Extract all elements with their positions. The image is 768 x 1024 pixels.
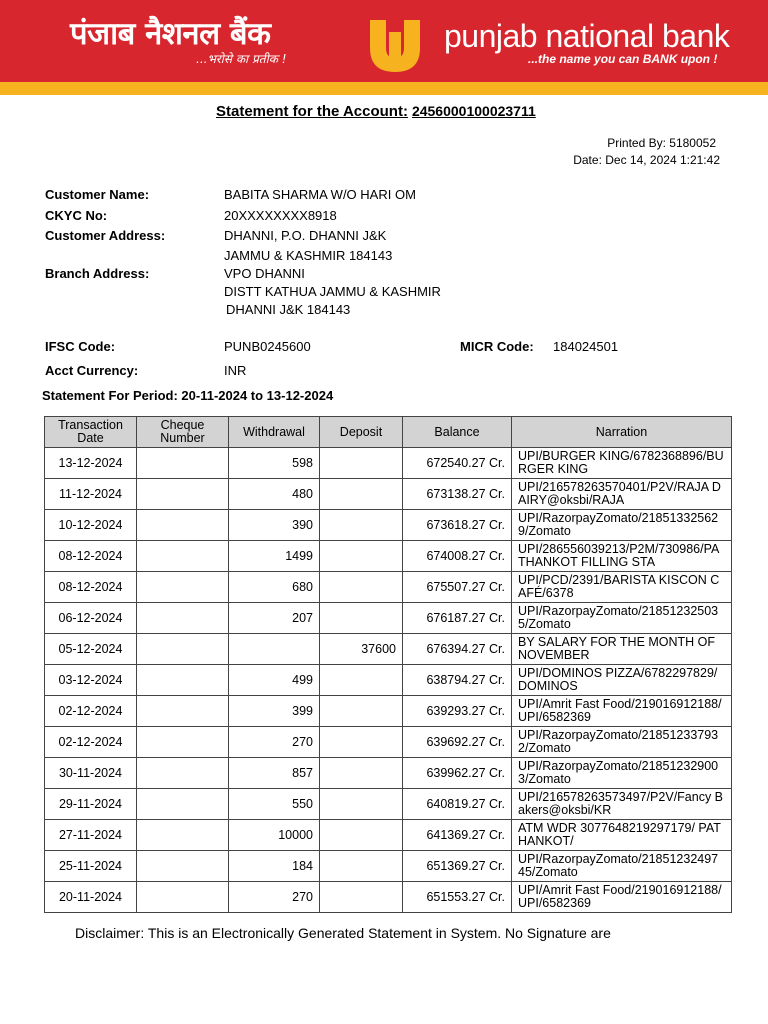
printed-date: Date: Dec 14, 2024 1:21:42 bbox=[573, 153, 720, 167]
cell-deposit bbox=[320, 820, 403, 851]
table-row bbox=[45, 479, 732, 510]
bank-name-english: punjab national bank bbox=[444, 18, 730, 54]
cell-narration: UPI/RazorpayZomato/218512337932/Zomato bbox=[512, 727, 732, 758]
table-row bbox=[45, 665, 732, 696]
cell-date: 11-12-2024 bbox=[45, 479, 137, 510]
cell-narration: UPI/Amrit Fast Food/219016912188/UPI/6582369 bbox=[512, 696, 732, 727]
cell-balance: 640819.27 Cr. bbox=[403, 789, 512, 820]
cell-date: 05-12-2024 bbox=[45, 634, 137, 665]
cell-deposit bbox=[320, 882, 403, 913]
cell-balance: 639293.27 Cr. bbox=[403, 696, 512, 727]
cell-withdrawal: 857 bbox=[229, 758, 320, 789]
cell-deposit bbox=[320, 541, 403, 572]
cell-date: 20-11-2024 bbox=[45, 882, 137, 913]
cell-cheque bbox=[137, 541, 229, 572]
ckyc-label: CKYC No: bbox=[45, 208, 108, 223]
transactions-table bbox=[44, 416, 732, 913]
cell-date: 03-12-2024 bbox=[45, 665, 137, 696]
cell-narration: ATM WDR 3077648219297179/ PATHANKOT/ bbox=[512, 820, 732, 851]
cell-date: 25-11-2024 bbox=[45, 851, 137, 882]
cell-balance: 641369.27 Cr. bbox=[403, 820, 512, 851]
header-cheque-number: Cheque Number bbox=[137, 417, 229, 448]
cell-cheque bbox=[137, 882, 229, 913]
cell-withdrawal bbox=[229, 634, 320, 665]
cell-withdrawal: 270 bbox=[229, 727, 320, 758]
table-row bbox=[45, 820, 732, 851]
table-row bbox=[45, 851, 732, 882]
cell-balance: 676187.27 Cr. bbox=[403, 603, 512, 634]
ifsc-value: PUNB0245600 bbox=[224, 339, 311, 354]
cell-narration: UPI/286556039213/P2M/730986/PATHANKOT FILLING STA bbox=[512, 541, 732, 572]
cell-withdrawal: 598 bbox=[229, 448, 320, 479]
table-row bbox=[45, 758, 732, 789]
cell-date: 02-12-2024 bbox=[45, 727, 137, 758]
statement-title bbox=[216, 101, 536, 121]
cell-balance: 675507.27 Cr. bbox=[403, 572, 512, 603]
customer-address-line1: DHANNI, P.O. DHANNI J&K bbox=[224, 228, 387, 243]
statement-period: Statement For Period: 20-11-2024 to 13-12-2024 bbox=[42, 388, 334, 403]
header-narration: Narration bbox=[512, 417, 732, 448]
bank-name-hindi: पंजाब नैशनल बैंक bbox=[70, 16, 271, 52]
cell-cheque bbox=[137, 665, 229, 696]
branch-address-label: Branch Address: bbox=[45, 266, 150, 281]
cell-cheque bbox=[137, 727, 229, 758]
table-row bbox=[45, 448, 732, 479]
table-header-row bbox=[45, 417, 732, 448]
cell-deposit: 37600 bbox=[320, 634, 403, 665]
cell-balance: 676394.27 Cr. bbox=[403, 634, 512, 665]
cell-deposit bbox=[320, 758, 403, 789]
currency-value: INR bbox=[224, 363, 247, 378]
cell-date: 10-12-2024 bbox=[45, 510, 137, 541]
cell-deposit bbox=[320, 479, 403, 510]
cell-withdrawal: 480 bbox=[229, 479, 320, 510]
cell-date: 30-11-2024 bbox=[45, 758, 137, 789]
cell-narration: UPI/RazorpayZomato/218513325629/Zomato bbox=[512, 510, 732, 541]
branch-address-line1: VPO DHANNI bbox=[224, 266, 305, 281]
ifsc-label: IFSC Code: bbox=[45, 339, 116, 354]
cell-cheque bbox=[137, 820, 229, 851]
bank-tagline-hindi: ...भरोसे का प्रतीक ! bbox=[196, 52, 287, 66]
cell-deposit bbox=[320, 448, 403, 479]
header-withdrawal: Withdrawal bbox=[229, 417, 320, 448]
cell-narration: UPI/216578263573497/P2V/Fancy Bakers@oksbi/KR bbox=[512, 789, 732, 820]
header-deposit: Deposit bbox=[320, 417, 403, 448]
cell-cheque bbox=[137, 851, 229, 882]
cell-cheque bbox=[137, 448, 229, 479]
table-row bbox=[45, 882, 732, 913]
customer-address-label: Customer Address: bbox=[45, 228, 166, 243]
table-row bbox=[45, 634, 732, 665]
cell-deposit bbox=[320, 510, 403, 541]
customer-name-value: BABITA SHARMA W/O HARI OM bbox=[224, 187, 416, 202]
cell-withdrawal: 270 bbox=[229, 882, 320, 913]
cell-narration: UPI/RazorpayZomato/218512325035/Zomato bbox=[512, 603, 732, 634]
cell-narration: UPI/DOMINOS PIZZA/6782297829/DOMINOS bbox=[512, 665, 732, 696]
cell-narration: BY SALARY FOR THE MONTH OF NOVEMBER bbox=[512, 634, 732, 665]
cell-date: 29-11-2024 bbox=[45, 789, 137, 820]
cell-date: 13-12-2024 bbox=[45, 448, 137, 479]
cell-withdrawal: 399 bbox=[229, 696, 320, 727]
statement-title-text: Statement for the Account: bbox=[216, 103, 408, 120]
cell-cheque bbox=[137, 479, 229, 510]
cell-narration: UPI/BURGER KING/6782368896/BURGER KING bbox=[512, 448, 732, 479]
micr-label: MICR Code: bbox=[460, 339, 534, 354]
cell-withdrawal: 184 bbox=[229, 851, 320, 882]
cell-withdrawal: 550 bbox=[229, 789, 320, 820]
cell-balance: 651369.27 Cr. bbox=[403, 851, 512, 882]
cell-cheque bbox=[137, 572, 229, 603]
cell-cheque bbox=[137, 510, 229, 541]
cell-balance: 673618.27 Cr. bbox=[403, 510, 512, 541]
cell-date: 27-11-2024 bbox=[45, 820, 137, 851]
cell-date: 02-12-2024 bbox=[45, 696, 137, 727]
cell-deposit bbox=[320, 572, 403, 603]
table-row bbox=[45, 789, 732, 820]
branch-address-line3: DHANNI J&K 184143 bbox=[226, 302, 351, 317]
cell-balance: 639692.27 Cr. bbox=[403, 727, 512, 758]
account-number: 2456000100023711 bbox=[411, 103, 536, 119]
cell-withdrawal: 499 bbox=[229, 665, 320, 696]
cell-date: 06-12-2024 bbox=[45, 603, 137, 634]
bank-tagline-english: ...the name you can BANK upon ! bbox=[528, 52, 718, 66]
cell-date: 08-12-2024 bbox=[45, 572, 137, 603]
cell-cheque bbox=[137, 696, 229, 727]
printed-by: Printed By: 5180052 bbox=[607, 136, 716, 150]
cell-deposit bbox=[320, 603, 403, 634]
cell-deposit bbox=[320, 665, 403, 696]
cell-withdrawal: 10000 bbox=[229, 820, 320, 851]
cell-deposit bbox=[320, 696, 403, 727]
cell-withdrawal: 1499 bbox=[229, 541, 320, 572]
table-row bbox=[45, 572, 732, 603]
cell-withdrawal: 680 bbox=[229, 572, 320, 603]
cell-narration: UPI/RazorpayZomato/2185123249745/Zomato bbox=[512, 851, 732, 882]
header-balance: Balance bbox=[403, 417, 512, 448]
cell-narration: UPI/PCD/2391/BARISTA KISCON CAFÉ/6378 bbox=[512, 572, 732, 603]
table-row bbox=[45, 541, 732, 572]
cell-cheque bbox=[137, 603, 229, 634]
table-row bbox=[45, 696, 732, 727]
disclaimer: Disclaimer: This is an Electronically Generated Statement in System. No Signature are bbox=[75, 925, 611, 941]
cell-cheque bbox=[137, 634, 229, 665]
ckyc-value: 20XXXXXXXX8918 bbox=[224, 208, 337, 223]
cell-balance: 673138.27 Cr. bbox=[403, 479, 512, 510]
table-row bbox=[45, 727, 732, 758]
cell-narration: UPI/RazorpayZomato/218512329003/Zomato bbox=[512, 758, 732, 789]
cell-narration: UPI/216578263570401/P2V/RAJA DAIRY@oksbi/RAJA bbox=[512, 479, 732, 510]
cell-deposit bbox=[320, 789, 403, 820]
cell-deposit bbox=[320, 727, 403, 758]
cell-narration: UPI/Amrit Fast Food/219016912188/UPI/6582369 bbox=[512, 882, 732, 913]
cell-date: 08-12-2024 bbox=[45, 541, 137, 572]
cell-withdrawal: 207 bbox=[229, 603, 320, 634]
micr-value: 184024501 bbox=[553, 339, 619, 354]
cell-cheque bbox=[137, 758, 229, 789]
cell-withdrawal: 390 bbox=[229, 510, 320, 541]
cell-balance: 639962.27 Cr. bbox=[403, 758, 512, 789]
header-gold-band bbox=[0, 82, 768, 95]
table-row bbox=[45, 603, 732, 634]
cell-deposit bbox=[320, 851, 403, 882]
cell-balance: 672540.27 Cr. bbox=[403, 448, 512, 479]
customer-name-label: Customer Name: bbox=[45, 187, 150, 202]
cell-balance: 674008.27 Cr. bbox=[403, 541, 512, 572]
pnb-logo-icon bbox=[364, 14, 426, 78]
currency-label: Acct Currency: bbox=[45, 363, 139, 378]
header-transaction-date: Transaction Date bbox=[45, 417, 137, 448]
table-row bbox=[45, 510, 732, 541]
cell-balance: 638794.27 Cr. bbox=[403, 665, 512, 696]
customer-address-line2: JAMMU & KASHMIR 184143 bbox=[224, 248, 393, 263]
cell-cheque bbox=[137, 789, 229, 820]
branch-address-line2: DISTT KATHUA JAMMU & KASHMIR bbox=[224, 284, 441, 299]
cell-balance: 651553.27 Cr. bbox=[403, 882, 512, 913]
